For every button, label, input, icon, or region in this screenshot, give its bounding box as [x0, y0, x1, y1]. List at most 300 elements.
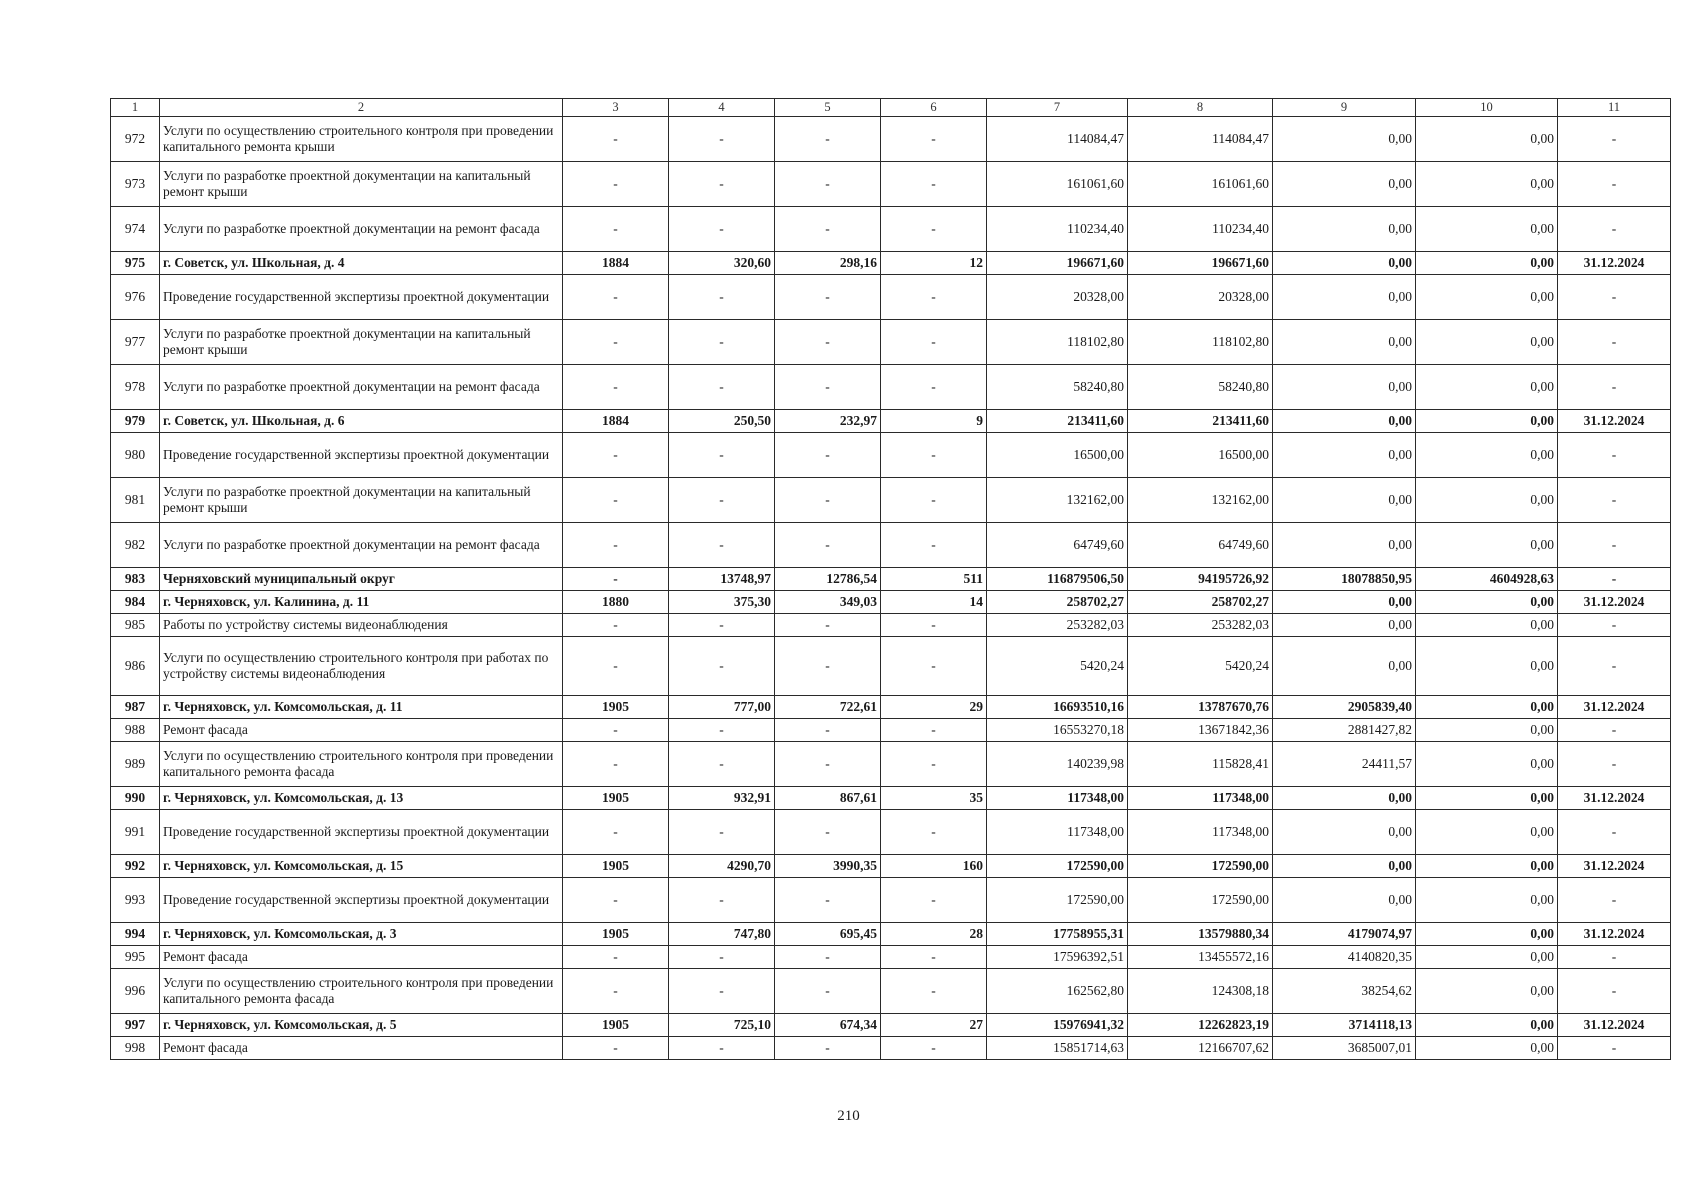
- cell-cost-total: 258702,27: [987, 591, 1128, 614]
- column-number-7: 7: [987, 99, 1128, 117]
- cell-deadline: -: [1558, 117, 1671, 162]
- cell-area-living: 232,97: [775, 410, 881, 433]
- cell-area-living: -: [775, 614, 881, 637]
- cell-area-total: -: [669, 523, 775, 568]
- table-row: [111, 320, 1671, 365]
- column-number-4: 4: [669, 99, 775, 117]
- cell-area-total: -: [669, 969, 775, 1014]
- column-number-2: 2: [160, 99, 563, 117]
- cell-deadline: -: [1558, 719, 1671, 742]
- cell-cost-total: 117348,00: [987, 810, 1128, 855]
- cell-cost-total: 15851714,63: [987, 1037, 1128, 1060]
- cell-deadline: 31.12.2024: [1558, 696, 1671, 719]
- cell-residents: 29: [881, 696, 987, 719]
- cell-area-living: 3990,35: [775, 855, 881, 878]
- cell-area-living: -: [775, 207, 881, 252]
- cell-fund-owners: 3685007,01: [1273, 1037, 1416, 1060]
- cell-area-total: -: [669, 207, 775, 252]
- cell-item-name: Услуги по разработке проектной документации на капитальный ремонт крыши: [160, 478, 563, 523]
- table-row: [111, 478, 1671, 523]
- cell-fund-owners: 0,00: [1273, 614, 1416, 637]
- cell-row-index: 991: [111, 810, 160, 855]
- cell-cost-total: 196671,60: [987, 252, 1128, 275]
- cell-area-living: -: [775, 478, 881, 523]
- cell-residents: 27: [881, 1014, 987, 1037]
- table-row: [111, 252, 1671, 275]
- cell-cost-total: 116879506,50: [987, 568, 1128, 591]
- cell-cost-total: 118102,80: [987, 320, 1128, 365]
- cell-area-living: 12786,54: [775, 568, 881, 591]
- cell-item-name: Работы по устройству системы видеонаблюдения: [160, 614, 563, 637]
- cell-fund-owners: 2905839,40: [1273, 696, 1416, 719]
- cell-fund-regional: 12166707,62: [1128, 1037, 1273, 1060]
- table-row: [111, 923, 1671, 946]
- cell-fund-regional: 117348,00: [1128, 787, 1273, 810]
- cell-area-total: -: [669, 1037, 775, 1060]
- cell-fund-regional: 12262823,19: [1128, 1014, 1273, 1037]
- cell-cost-total: 114084,47: [987, 117, 1128, 162]
- cell-fund-regional: 20328,00: [1128, 275, 1273, 320]
- cell-area-total: -: [669, 637, 775, 696]
- cell-year: 1905: [563, 1014, 669, 1037]
- cell-year: 1884: [563, 410, 669, 433]
- cell-item-name: г. Советск, ул. Школьная, д. 4: [160, 252, 563, 275]
- cell-cost-total: 16500,00: [987, 433, 1128, 478]
- cell-fund-owners: 4179074,97: [1273, 923, 1416, 946]
- table-row: [111, 719, 1671, 742]
- cell-fund-other: 0,00: [1416, 591, 1558, 614]
- cell-fund-regional: 172590,00: [1128, 855, 1273, 878]
- cell-cost-total: 16553270,18: [987, 719, 1128, 742]
- cell-area-total: -: [669, 275, 775, 320]
- cell-fund-regional: 124308,18: [1128, 969, 1273, 1014]
- cell-deadline: -: [1558, 1037, 1671, 1060]
- cell-fund-owners: 3714118,13: [1273, 1014, 1416, 1037]
- cell-fund-regional: 13671842,36: [1128, 719, 1273, 742]
- cell-fund-other: 0,00: [1416, 320, 1558, 365]
- cell-area-living: -: [775, 523, 881, 568]
- cell-row-index: 982: [111, 523, 160, 568]
- cell-fund-owners: 2881427,82: [1273, 719, 1416, 742]
- cell-year: -: [563, 810, 669, 855]
- cell-fund-other: 4604928,63: [1416, 568, 1558, 591]
- cell-area-living: 722,61: [775, 696, 881, 719]
- cell-year: -: [563, 478, 669, 523]
- cell-deadline: -: [1558, 878, 1671, 923]
- cell-deadline: 31.12.2024: [1558, 252, 1671, 275]
- cell-area-total: 250,50: [669, 410, 775, 433]
- table-row: [111, 275, 1671, 320]
- table-row: [111, 614, 1671, 637]
- cell-area-living: -: [775, 1037, 881, 1060]
- cell-area-living: -: [775, 878, 881, 923]
- cell-area-total: -: [669, 433, 775, 478]
- cell-deadline: 31.12.2024: [1558, 923, 1671, 946]
- page-number: 210: [837, 1108, 860, 1124]
- cell-row-index: 995: [111, 946, 160, 969]
- cell-fund-owners: 0,00: [1273, 878, 1416, 923]
- cell-cost-total: 58240,80: [987, 365, 1128, 410]
- cell-deadline: -: [1558, 365, 1671, 410]
- cell-deadline: 31.12.2024: [1558, 787, 1671, 810]
- cell-fund-other: 0,00: [1416, 523, 1558, 568]
- cell-area-total: 13748,97: [669, 568, 775, 591]
- cell-fund-regional: 117348,00: [1128, 810, 1273, 855]
- cell-residents: -: [881, 719, 987, 742]
- cell-cost-total: 15976941,32: [987, 1014, 1128, 1037]
- table-row: [111, 1014, 1671, 1037]
- cell-row-index: 978: [111, 365, 160, 410]
- cell-fund-regional: 161061,60: [1128, 162, 1273, 207]
- cell-fund-other: 0,00: [1416, 969, 1558, 1014]
- cell-fund-regional: 13787670,76: [1128, 696, 1273, 719]
- cell-residents: -: [881, 275, 987, 320]
- cell-cost-total: 17596392,51: [987, 946, 1128, 969]
- cell-cost-total: 132162,00: [987, 478, 1128, 523]
- cell-row-index: 973: [111, 162, 160, 207]
- cell-row-index: 981: [111, 478, 160, 523]
- cell-row-index: 998: [111, 1037, 160, 1060]
- cell-year: 1884: [563, 252, 669, 275]
- cell-area-living: -: [775, 162, 881, 207]
- cell-area-total: -: [669, 878, 775, 923]
- cell-row-index: 984: [111, 591, 160, 614]
- cell-deadline: -: [1558, 523, 1671, 568]
- table-row: [111, 946, 1671, 969]
- cell-deadline: -: [1558, 810, 1671, 855]
- cell-fund-owners: 0,00: [1273, 433, 1416, 478]
- cell-fund-owners: 0,00: [1273, 275, 1416, 320]
- cell-residents: -: [881, 946, 987, 969]
- table-row: [111, 410, 1671, 433]
- cell-row-index: 993: [111, 878, 160, 923]
- column-number-5: 5: [775, 99, 881, 117]
- cell-fund-owners: 0,00: [1273, 591, 1416, 614]
- table-row: [111, 969, 1671, 1014]
- cell-year: -: [563, 365, 669, 410]
- cell-cost-total: 110234,40: [987, 207, 1128, 252]
- cell-residents: 28: [881, 923, 987, 946]
- cell-area-total: -: [669, 742, 775, 787]
- cell-area-living: -: [775, 433, 881, 478]
- cell-residents: -: [881, 320, 987, 365]
- cell-residents: -: [881, 365, 987, 410]
- cell-deadline: -: [1558, 742, 1671, 787]
- cell-fund-regional: 115828,41: [1128, 742, 1273, 787]
- cell-residents: 9: [881, 410, 987, 433]
- cell-fund-owners: 0,00: [1273, 410, 1416, 433]
- cell-area-total: -: [669, 365, 775, 410]
- cell-fund-regional: 94195726,92: [1128, 568, 1273, 591]
- cell-area-living: -: [775, 742, 881, 787]
- cell-deadline: -: [1558, 637, 1671, 696]
- cell-cost-total: 172590,00: [987, 855, 1128, 878]
- cell-fund-regional: 64749,60: [1128, 523, 1273, 568]
- cell-fund-owners: 24411,57: [1273, 742, 1416, 787]
- table-row: [111, 591, 1671, 614]
- column-number-6: 6: [881, 99, 987, 117]
- cell-residents: -: [881, 810, 987, 855]
- cell-residents: 511: [881, 568, 987, 591]
- table-row: [111, 878, 1671, 923]
- cell-deadline: -: [1558, 162, 1671, 207]
- cell-area-living: -: [775, 320, 881, 365]
- cell-year: -: [563, 117, 669, 162]
- cell-row-index: 976: [111, 275, 160, 320]
- table-row: [111, 162, 1671, 207]
- cell-row-index: 985: [111, 614, 160, 637]
- cell-area-total: 4290,70: [669, 855, 775, 878]
- cell-item-name: Услуги по разработке проектной документации на капитальный ремонт крыши: [160, 320, 563, 365]
- cell-row-index: 980: [111, 433, 160, 478]
- table-row: [111, 117, 1671, 162]
- cell-fund-regional: 13455572,16: [1128, 946, 1273, 969]
- cell-year: -: [563, 742, 669, 787]
- cell-area-living: -: [775, 946, 881, 969]
- register-table-container: [110, 98, 1670, 1060]
- cell-area-total: 932,91: [669, 787, 775, 810]
- cell-area-total: -: [669, 162, 775, 207]
- cell-item-name: г. Советск, ул. Школьная, д. 6: [160, 410, 563, 433]
- cell-fund-owners: 0,00: [1273, 637, 1416, 696]
- cell-fund-other: 0,00: [1416, 478, 1558, 523]
- cell-cost-total: 140239,98: [987, 742, 1128, 787]
- cell-cost-total: 5420,24: [987, 637, 1128, 696]
- cell-cost-total: 20328,00: [987, 275, 1128, 320]
- cell-item-name: Черняховский муниципальный округ: [160, 568, 563, 591]
- cell-fund-other: 0,00: [1416, 1037, 1558, 1060]
- cell-residents: -: [881, 969, 987, 1014]
- cell-year: -: [563, 969, 669, 1014]
- cell-fund-other: 0,00: [1416, 696, 1558, 719]
- cell-row-index: 986: [111, 637, 160, 696]
- cell-row-index: 974: [111, 207, 160, 252]
- column-number-11: 11: [1558, 99, 1671, 117]
- cell-year: -: [563, 878, 669, 923]
- cell-year: -: [563, 568, 669, 591]
- cell-cost-total: 64749,60: [987, 523, 1128, 568]
- cell-fund-other: 0,00: [1416, 162, 1558, 207]
- cell-area-living: -: [775, 365, 881, 410]
- cell-deadline: -: [1558, 568, 1671, 591]
- cell-deadline: 31.12.2024: [1558, 410, 1671, 433]
- cell-fund-owners: 0,00: [1273, 523, 1416, 568]
- cell-item-name: г. Черняховск, ул. Комсомольская, д. 5: [160, 1014, 563, 1037]
- cell-fund-other: 0,00: [1416, 946, 1558, 969]
- cell-year: 1905: [563, 787, 669, 810]
- cell-deadline: -: [1558, 969, 1671, 1014]
- cell-area-total: 747,80: [669, 923, 775, 946]
- table-row: [111, 523, 1671, 568]
- cell-deadline: 31.12.2024: [1558, 1014, 1671, 1037]
- cell-area-living: 349,03: [775, 591, 881, 614]
- cell-item-name: г. Черняховск, ул. Комсомольская, д. 11: [160, 696, 563, 719]
- cell-area-living: -: [775, 637, 881, 696]
- cell-area-total: -: [669, 946, 775, 969]
- column-number-1: 1: [111, 99, 160, 117]
- cell-residents: -: [881, 614, 987, 637]
- cell-item-name: Услуги по осуществлению строительного контроля при проведении капитального ремонта фасада: [160, 969, 563, 1014]
- cell-item-name: г. Черняховск, ул. Комсомольская, д. 13: [160, 787, 563, 810]
- cell-residents: -: [881, 1037, 987, 1060]
- cell-area-living: 674,34: [775, 1014, 881, 1037]
- table-row: [111, 433, 1671, 478]
- table-row: [111, 207, 1671, 252]
- cell-year: 1880: [563, 591, 669, 614]
- cell-cost-total: 213411,60: [987, 410, 1128, 433]
- cell-item-name: г. Черняховск, ул. Комсомольская, д. 3: [160, 923, 563, 946]
- cell-fund-regional: 132162,00: [1128, 478, 1273, 523]
- cell-item-name: Ремонт фасада: [160, 1037, 563, 1060]
- cell-deadline: -: [1558, 433, 1671, 478]
- cell-year: -: [563, 637, 669, 696]
- table-row: [111, 787, 1671, 810]
- cell-fund-other: 0,00: [1416, 614, 1558, 637]
- cell-area-total: -: [669, 478, 775, 523]
- cell-item-name: Услуги по разработке проектной документации на капитальный ремонт крыши: [160, 162, 563, 207]
- cell-year: -: [563, 207, 669, 252]
- cell-fund-regional: 110234,40: [1128, 207, 1273, 252]
- cell-row-index: 979: [111, 410, 160, 433]
- cell-area-living: -: [775, 275, 881, 320]
- cell-year: -: [563, 946, 669, 969]
- cell-deadline: 31.12.2024: [1558, 855, 1671, 878]
- cell-cost-total: 253282,03: [987, 614, 1128, 637]
- cell-fund-regional: 172590,00: [1128, 878, 1273, 923]
- cell-fund-other: 0,00: [1416, 275, 1558, 320]
- cell-year: -: [563, 275, 669, 320]
- cell-row-index: 997: [111, 1014, 160, 1037]
- cell-fund-owners: 0,00: [1273, 320, 1416, 365]
- cell-residents: -: [881, 162, 987, 207]
- cell-item-name: Ремонт фасада: [160, 946, 563, 969]
- cell-row-index: 972: [111, 117, 160, 162]
- cell-fund-other: 0,00: [1416, 1014, 1558, 1037]
- cell-area-living: 695,45: [775, 923, 881, 946]
- table-row: [111, 742, 1671, 787]
- cell-area-living: -: [775, 719, 881, 742]
- cell-fund-other: 0,00: [1416, 207, 1558, 252]
- cell-cost-total: 162562,80: [987, 969, 1128, 1014]
- cell-fund-owners: 0,00: [1273, 855, 1416, 878]
- cell-year: 1905: [563, 696, 669, 719]
- cell-fund-regional: 114084,47: [1128, 117, 1273, 162]
- cell-deadline: -: [1558, 478, 1671, 523]
- cell-residents: -: [881, 478, 987, 523]
- cell-item-name: Услуги по разработке проектной документации на ремонт фасада: [160, 523, 563, 568]
- cell-fund-owners: 0,00: [1273, 787, 1416, 810]
- cell-fund-regional: 196671,60: [1128, 252, 1273, 275]
- table-row: [111, 855, 1671, 878]
- cell-fund-owners: 18078850,95: [1273, 568, 1416, 591]
- cell-area-total: -: [669, 810, 775, 855]
- cell-item-name: Услуги по осуществлению строительного контроля при работах по устройству системы видеонаблюдения: [160, 637, 563, 696]
- cell-fund-other: 0,00: [1416, 365, 1558, 410]
- cell-residents: -: [881, 742, 987, 787]
- cell-fund-owners: 0,00: [1273, 207, 1416, 252]
- cell-fund-owners: 0,00: [1273, 117, 1416, 162]
- cell-year: -: [563, 1037, 669, 1060]
- cell-residents: 14: [881, 591, 987, 614]
- cell-fund-regional: 213411,60: [1128, 410, 1273, 433]
- cell-residents: -: [881, 207, 987, 252]
- cell-fund-owners: 0,00: [1273, 365, 1416, 410]
- cell-fund-regional: 58240,80: [1128, 365, 1273, 410]
- cell-item-name: г. Черняховск, ул. Комсомольская, д. 15: [160, 855, 563, 878]
- cell-year: 1905: [563, 855, 669, 878]
- cell-row-index: 987: [111, 696, 160, 719]
- cell-row-index: 977: [111, 320, 160, 365]
- cell-area-total: -: [669, 719, 775, 742]
- table-row: [111, 1037, 1671, 1060]
- cell-year: -: [563, 433, 669, 478]
- cell-item-name: Услуги по осуществлению строительного контроля при проведении капитального ремонта фасада: [160, 742, 563, 787]
- cell-item-name: Услуги по осуществлению строительного контроля при проведении капитального ремонта крыши: [160, 117, 563, 162]
- register-table: [110, 98, 1671, 1060]
- cell-fund-regional: 118102,80: [1128, 320, 1273, 365]
- cell-residents: 12: [881, 252, 987, 275]
- cell-row-index: 996: [111, 969, 160, 1014]
- cell-fund-other: 0,00: [1416, 719, 1558, 742]
- cell-fund-regional: 13579880,34: [1128, 923, 1273, 946]
- cell-row-index: 975: [111, 252, 160, 275]
- cell-deadline: 31.12.2024: [1558, 591, 1671, 614]
- cell-fund-other: 0,00: [1416, 433, 1558, 478]
- cell-item-name: Проведение государственной экспертизы проектной документации: [160, 275, 563, 320]
- cell-fund-other: 0,00: [1416, 117, 1558, 162]
- cell-residents: -: [881, 637, 987, 696]
- cell-item-name: Проведение государственной экспертизы проектной документации: [160, 810, 563, 855]
- cell-fund-other: 0,00: [1416, 252, 1558, 275]
- cell-area-total: -: [669, 320, 775, 365]
- cell-fund-regional: 5420,24: [1128, 637, 1273, 696]
- cell-item-name: г. Черняховск, ул. Калинина, д. 11: [160, 591, 563, 614]
- table-row: [111, 810, 1671, 855]
- column-number-row: [111, 99, 1671, 117]
- cell-area-total: 777,00: [669, 696, 775, 719]
- cell-area-living: -: [775, 969, 881, 1014]
- table-row: [111, 365, 1671, 410]
- cell-cost-total: 17758955,31: [987, 923, 1128, 946]
- cell-row-index: 990: [111, 787, 160, 810]
- table-row: [111, 568, 1671, 591]
- cell-cost-total: 172590,00: [987, 878, 1128, 923]
- cell-year: -: [563, 162, 669, 207]
- table-row: [111, 696, 1671, 719]
- cell-fund-owners: 0,00: [1273, 252, 1416, 275]
- cell-row-index: 983: [111, 568, 160, 591]
- cell-deadline: -: [1558, 614, 1671, 637]
- cell-area-total: 375,30: [669, 591, 775, 614]
- cell-deadline: -: [1558, 275, 1671, 320]
- cell-residents: -: [881, 433, 987, 478]
- cell-fund-other: 0,00: [1416, 742, 1558, 787]
- cell-deadline: -: [1558, 946, 1671, 969]
- cell-area-total: 320,60: [669, 252, 775, 275]
- cell-fund-other: 0,00: [1416, 855, 1558, 878]
- cell-year: -: [563, 614, 669, 637]
- cell-year: -: [563, 523, 669, 568]
- cell-area-living: 867,61: [775, 787, 881, 810]
- cell-item-name: Проведение государственной экспертизы проектной документации: [160, 433, 563, 478]
- cell-residents: -: [881, 117, 987, 162]
- cell-item-name: Услуги по разработке проектной документации на ремонт фасада: [160, 365, 563, 410]
- table-row: [111, 637, 1671, 696]
- cell-residents: 160: [881, 855, 987, 878]
- cell-fund-regional: 16500,00: [1128, 433, 1273, 478]
- cell-item-name: Услуги по разработке проектной документации на ремонт фасада: [160, 207, 563, 252]
- cell-residents: -: [881, 523, 987, 568]
